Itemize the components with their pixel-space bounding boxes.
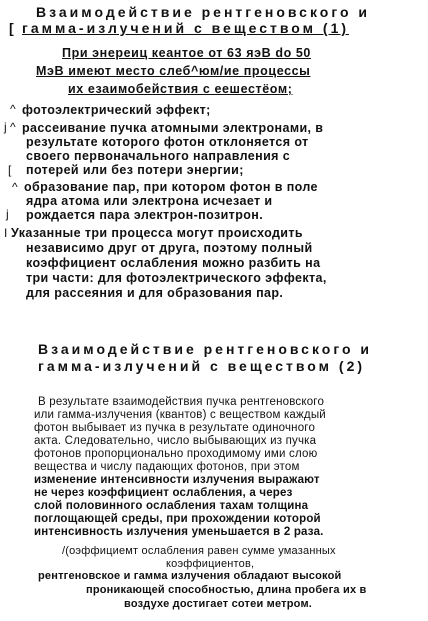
page1-title-bracket: [ xyxy=(9,20,14,36)
page1-item2-line1: рассеивание пучка атомными электронами, в xyxy=(22,121,324,135)
page2-final-line2: проникающей способностью, длина пробега их в xyxy=(86,584,367,596)
page2-note-line2: коэффициентов, xyxy=(166,558,255,570)
page2-body-line5: фотонов пропорционально проходимому ими слою xyxy=(34,448,318,460)
page2-bold-line4: поглощающей среды, при прохождении которой xyxy=(34,513,321,525)
page1-closing-line2: независимо друг от друга, поэтому полный xyxy=(26,241,313,255)
page1-closing-line3: коэффициент ослабления можно разбить на xyxy=(26,256,321,270)
page1-item4-line1: образование пар, при котором фотон в поле xyxy=(24,180,318,194)
page1-intro-line2: МэВ имеют место слеб^юм/ие процессы xyxy=(36,64,311,78)
page1-item5-text: рождается пара электрон-позитрон. xyxy=(26,208,264,222)
page1-closing-mark: I xyxy=(4,226,8,240)
page2-final-line1: рентгеновское и гамма излучения обладают высокой xyxy=(38,570,342,582)
page2-body-line4: акта. Следовательно, число выбывающих из пучка xyxy=(34,435,317,447)
page1-item2-mark: j ^ xyxy=(4,120,16,134)
page1-title-line2: гамма-излучений с веществом (1) xyxy=(22,20,350,36)
page2-title-line1: Взаимодействие рентгеновского и xyxy=(38,341,373,357)
page2-bold-line3: слой половинного ослабления тахам толщина xyxy=(34,500,309,512)
page2-title-line2: гамма-излучений с веществом (2) xyxy=(38,358,366,374)
page1-item4-line2: ядра атома или электрона исчезает и xyxy=(26,194,273,208)
page2-body-line2: или гамма-излучения (квантов) с веществом каждый xyxy=(34,409,326,421)
page2-body-line1: В результате взаимодействия пучка рентгеновского xyxy=(38,396,325,408)
page1-intro-line1: При энереиц кеантое от 63 яэВ do 50 xyxy=(62,46,311,60)
page1-intro-line3: их езаимобействия с еешестёом; xyxy=(68,82,293,96)
page1-item5-mark: j xyxy=(6,207,9,221)
page2-bold-line5: интенсивность излучения уменьшается в 2 раза. xyxy=(34,526,324,538)
page1-item3-mark: [ xyxy=(8,163,12,177)
page1-closing-line4: три части: для фотоэлектрического эффекта, xyxy=(26,271,327,285)
page1-item1-mark: ^ xyxy=(10,102,16,116)
page1-item3-text: потерей или без потери энергии; xyxy=(26,163,244,177)
page1-closing-line1: Указанные три процесса могут происходить xyxy=(11,226,304,240)
page1-item2-line2: результате которого фотон отклоняется от xyxy=(26,135,309,149)
page1-title-line1: Взаимодействие рентгеновского и xyxy=(36,4,371,20)
page2-note-line1: /(оэффициемт ослабления равен сумме умазанных xyxy=(62,545,336,557)
page2-bold-line2: не через коэффициент ослабления, а через xyxy=(34,487,293,499)
page2-body-line3: фотон выбывает из пучка в результате одиночного xyxy=(34,422,316,434)
page2-bold-line1: изменение интенсивности излучения выражают xyxy=(34,474,320,486)
page2-body-line6: вещества и числу падающих фотонов, при этом xyxy=(34,461,300,473)
page2-final-line3: воздухе достигает сотеи метром. xyxy=(124,598,313,610)
page1-closing-line5: для рассеяния и для образования пар. xyxy=(26,286,284,300)
page1-item1-text: фотоэлектрический эффект; xyxy=(22,103,211,117)
page1-item2-line3: своего первоначального направления с xyxy=(26,149,291,163)
page1-item4-mark: ^ xyxy=(12,180,18,194)
